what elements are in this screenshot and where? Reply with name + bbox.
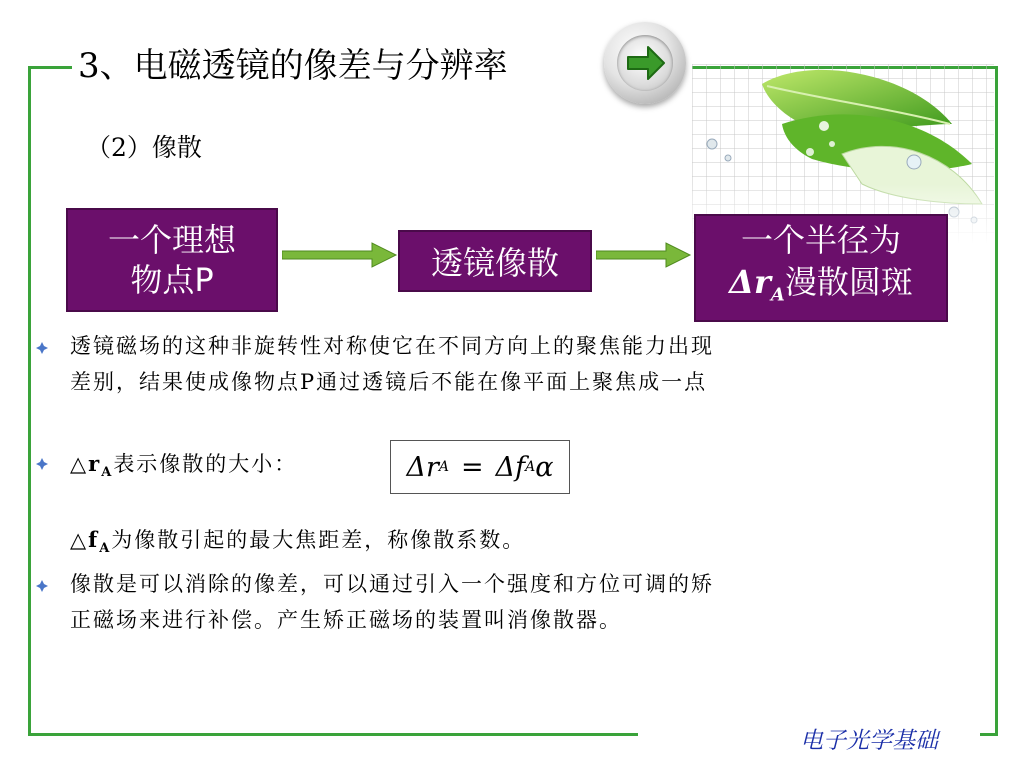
arrow-2 xyxy=(596,240,692,270)
section-subtitle: （2）像散 xyxy=(86,133,202,162)
frame-bottom-right xyxy=(980,733,998,736)
bullet1-line1: 透镜磁场的这种非旋转性对称使它在不同方向上的聚焦能力出现 xyxy=(70,334,714,358)
frame-bottom xyxy=(28,733,638,736)
diamond-bullet-icon xyxy=(36,342,48,354)
bullet3-prefix: △f xyxy=(70,527,100,552)
frame-left xyxy=(28,66,31,736)
formula-box xyxy=(390,440,570,494)
bullet3-body: 为像散引起的最大焦距差，称像散系数。 xyxy=(111,528,526,552)
box3-line2 xyxy=(729,261,913,316)
box-diffuse-spot xyxy=(694,214,948,322)
formula-lhs-sub: A xyxy=(438,459,450,475)
diamond-bullet-icon xyxy=(36,458,48,470)
frame-top-left xyxy=(28,66,72,69)
box1-line1: 一个理想 xyxy=(107,221,236,259)
formula-alpha: α xyxy=(535,451,554,483)
next-slide-button[interactable] xyxy=(604,22,686,104)
bullet2-prefix: △r xyxy=(70,451,102,476)
formula-lhs: Δr xyxy=(406,451,439,483)
formula-eq: = xyxy=(461,451,484,483)
bullet2-text xyxy=(70,446,297,491)
box3-rest: 漫散圆斑 xyxy=(784,263,913,302)
bullet3-text xyxy=(70,522,525,567)
box-ideal-object-point xyxy=(66,208,278,312)
bullet4-text xyxy=(70,566,714,638)
bullet2-sub: A xyxy=(101,465,114,481)
bullet4-line1: 像散是可以消除的像差，可以通过引入一个强度和方位可调的矫 xyxy=(70,572,714,596)
bullet1-line2: 差别，结果使成像物点P通过透镜后不能在像平面上聚焦成一点 xyxy=(70,370,708,394)
footer-course-label: 电子光学基础 xyxy=(800,728,938,754)
box2-label: 透镜像散 xyxy=(430,244,559,282)
bullet2-body: 表示像散的大小： xyxy=(113,452,298,476)
box1-line2: 物点P xyxy=(130,261,214,299)
bullet1-text xyxy=(70,328,714,400)
bullet3-sub: A xyxy=(99,541,112,557)
box-lens-astigmatism xyxy=(398,230,592,292)
formula-rhs: Δf xyxy=(495,451,526,483)
bullet4-line2: 正磁场来进行补偿。产生矫正磁场的装置叫消像散器。 xyxy=(70,608,622,632)
page-title: 3、电磁透镜的像差与分辨率 xyxy=(78,46,508,86)
formula-rhs-sub: A xyxy=(525,459,536,475)
frame-right xyxy=(995,66,998,736)
box3-delta: Δr xyxy=(729,263,771,302)
right-arrow-icon xyxy=(614,34,676,92)
arrow-1 xyxy=(282,240,398,270)
diamond-bullet-icon xyxy=(36,580,48,592)
box3-line1: 一个半径为 xyxy=(740,221,901,260)
box3-sub: A xyxy=(770,284,785,306)
